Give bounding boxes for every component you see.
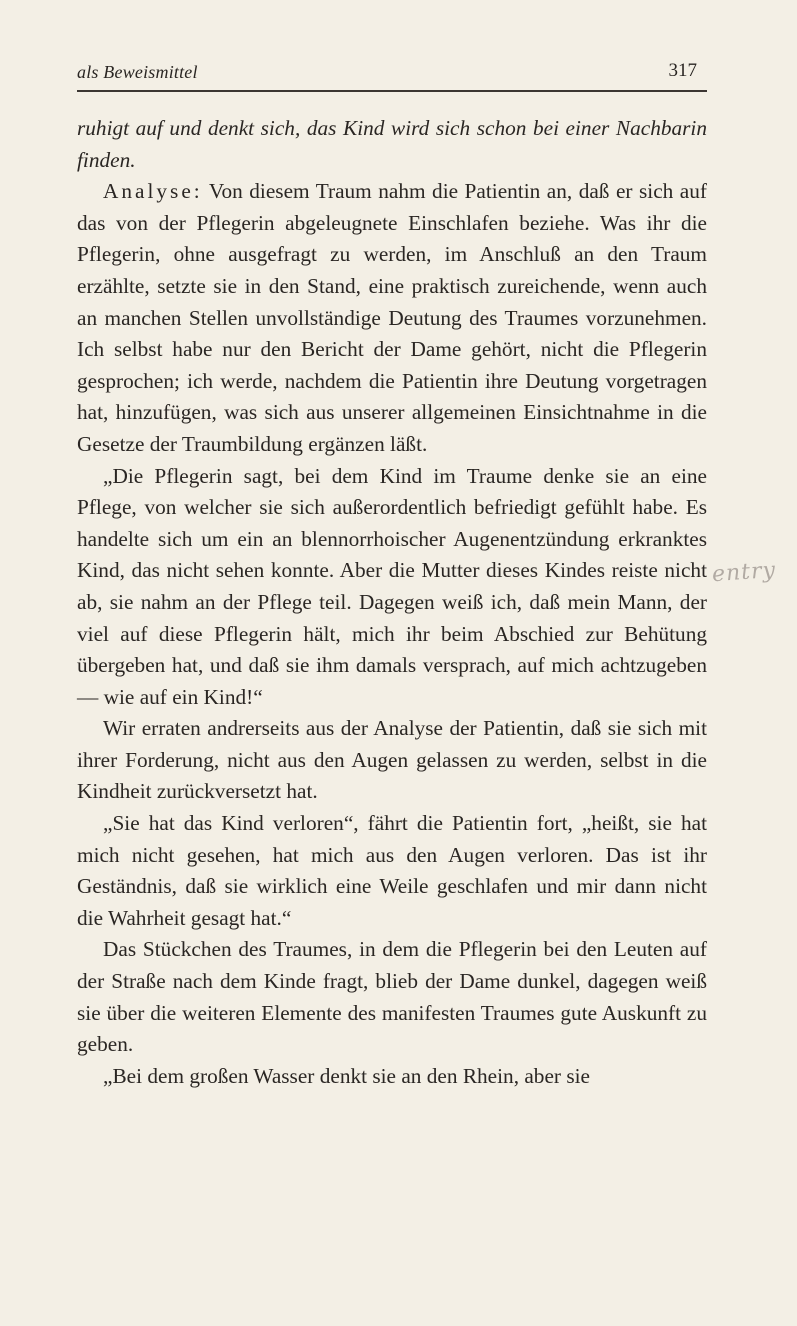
- paragraph: ruhigt auf und denkt sich, das Kind wird sich schon bei einer Nachbarin finden.: [77, 116, 707, 172]
- paragraph: [77, 176, 707, 460]
- page-number: 317: [668, 60, 697, 81]
- paragraph: Das Stückchen des Traumes, in dem die Pflegerin bei den Leuten auf der Straße nach dem Kinde fragt, blieb der Dame dunkel, dagegen weiß sie über die weiteren Elemente des manifesten Traumes gute Auskunft zu geben.: [77, 937, 707, 1057]
- running-head: als Beweismittel: [77, 62, 198, 82]
- paragraph: „Die Pflegerin sagt, bei dem Kind im Traume denke sie an eine Pflege, von welcher sie sich außerordentlich befriedigt gefühlt habe. Es handelte sich um ein an blennorrhoischer Augenentzündung erkranktes Kind, das nicht sehen konnte. Aber die Mutter dieses Kindes reiste nicht ab, sie nahm an der Pflege teil. Dagegen weiß ich, daß mein Mann, der viel auf diese Pflegerin hält, mich ihr beim Abschied zur Behütung übergeben hat, und daß sie ihm damals versprach, auf mich achtzugeben — wie auf ein Kind!“: [77, 463, 707, 709]
- paragraph: „Bei dem großen Wasser denkt sie an den Rhein, aber sie: [103, 1063, 590, 1088]
- paragraph: Wir erraten andrerseits aus der Analyse der Patientin, daß sie sich mit ihrer Forderung, nicht aus den Augen gelassen zu werden, selbst in die Kindheit zurückversetzt hat.: [77, 716, 707, 804]
- page-header: [77, 60, 707, 92]
- paragraph-text: Von diesem Traum nahm die Patientin an, daß er sich auf das von der Pflegerin abgeleugnete Einschlafen beziehe. Was ihr die Pflegerin, ohne ausgefragt zu werden, im Anschluß an den Traum erzählte, setzte sie in den Stand, eine praktisch zureichende, wenn auch an manchen Stellen unvollständige Deutung des Traumes vorzunehmen. Ich selbst habe nur den Bericht der Dame gehört, nicht die Pflegerin gesprochen; ich werde, nachdem die Patientin ihre Deutung vorgetragen hat, hinzufügen, was sich aus unserer allgemeinen Einsichtnahme in die Gesetze der Traumbildung ergänzen läßt.: [77, 179, 707, 456]
- handwritten-margin-note: entry: [711, 557, 777, 588]
- analyse-label: Analyse:: [103, 179, 203, 204]
- body-text: [77, 113, 707, 1092]
- paragraph: „Sie hat das Kind verloren“, fährt die Patientin fort, „heißt, sie hat mich nicht gesehen, hat mich aus den Augen verloren. Das ist ihr Geständnis, daß sie wirklich eine Weile geschlafen und mir dann nicht die Wahrheit gesagt hat.“: [77, 811, 707, 930]
